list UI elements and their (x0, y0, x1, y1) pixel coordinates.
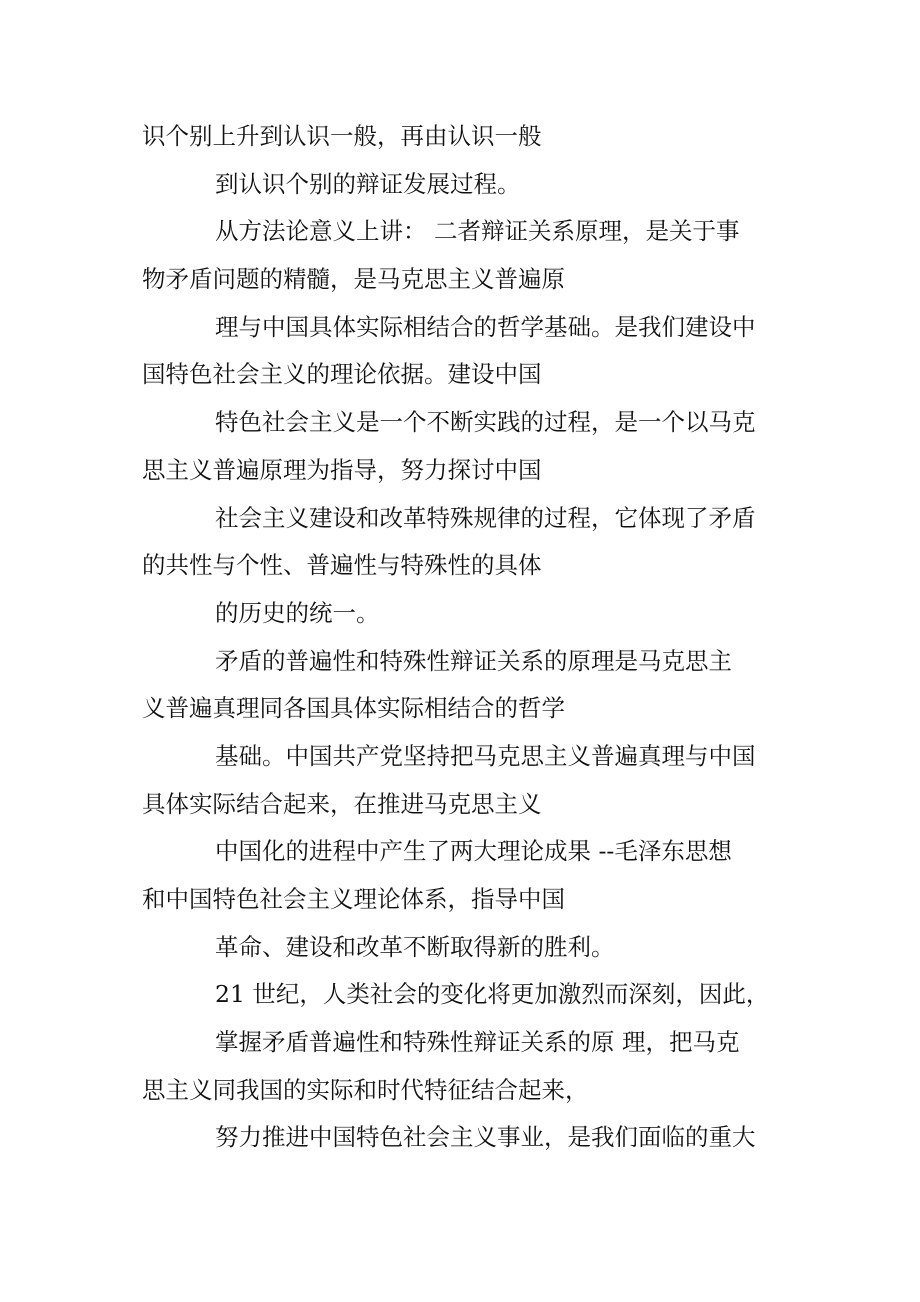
text-line: 社会主义建设和改革特殊规律的过程，它体现了矛盾 (215, 503, 756, 532)
text-line: 国特色社会主义的理论依据。建设中国 (142, 360, 542, 389)
text-line: 基础。中国共产党坚持把马克思主义普遍真理与中国 (215, 741, 756, 770)
document-body (142, 113, 792, 1162)
text-line: 从方法论意义上讲： 二者辩证关系原理，是关于事 (215, 217, 740, 246)
text-line: 识个别上升到认识一般，再由认识一般 (142, 122, 542, 150)
text-line: 的共性与个性、普遍性与特殊性的具体 (142, 551, 542, 580)
text-line: 掌握矛盾普遍性和特殊性辩证关系的原 理，把马克 (215, 1028, 740, 1057)
text-line: 特色社会主义是一个不断实践的过程，是一个以马克 (215, 408, 756, 437)
text-line: 中国化的进程中产生了两大理论成果 --毛泽东思想 (215, 837, 732, 866)
text-line: 思主义普遍原理为指导，努力探讨中国 (142, 455, 542, 484)
text-line: 21 世纪，人类社会的变化将更加激烈而深刻，因此， (215, 980, 770, 1009)
text-line: 思主义同我国的实际和时代特征结合起来， (142, 1075, 589, 1104)
text-line: 到认识个别的辩证发展过程。 (215, 169, 521, 198)
text-line: 具体实际结合起来，在推进马克思主义 (142, 789, 542, 818)
text-line: 和中国特色社会主义理论体系，指导中国 (142, 885, 565, 913)
text-line: 矛盾的普遍性和特殊性辩证关系的原理是马克思主 (215, 646, 732, 675)
text-line: 革命、建设和改革不断取得新的胜利。 (215, 932, 615, 961)
text-line: 努力推进中国特色社会主义事业，是我们面临的重大 (215, 1123, 756, 1152)
text-line: 义普遍真理同各国具体实际相结合的哲学 (142, 694, 565, 723)
text-line: 物矛盾问题的精髓，是马克思主义普遍原 (142, 265, 565, 294)
text-line: 理与中国具体实际相结合的哲学基础。是我们建设中 (215, 312, 756, 341)
text-line: 的历史的统一。 (215, 598, 380, 627)
